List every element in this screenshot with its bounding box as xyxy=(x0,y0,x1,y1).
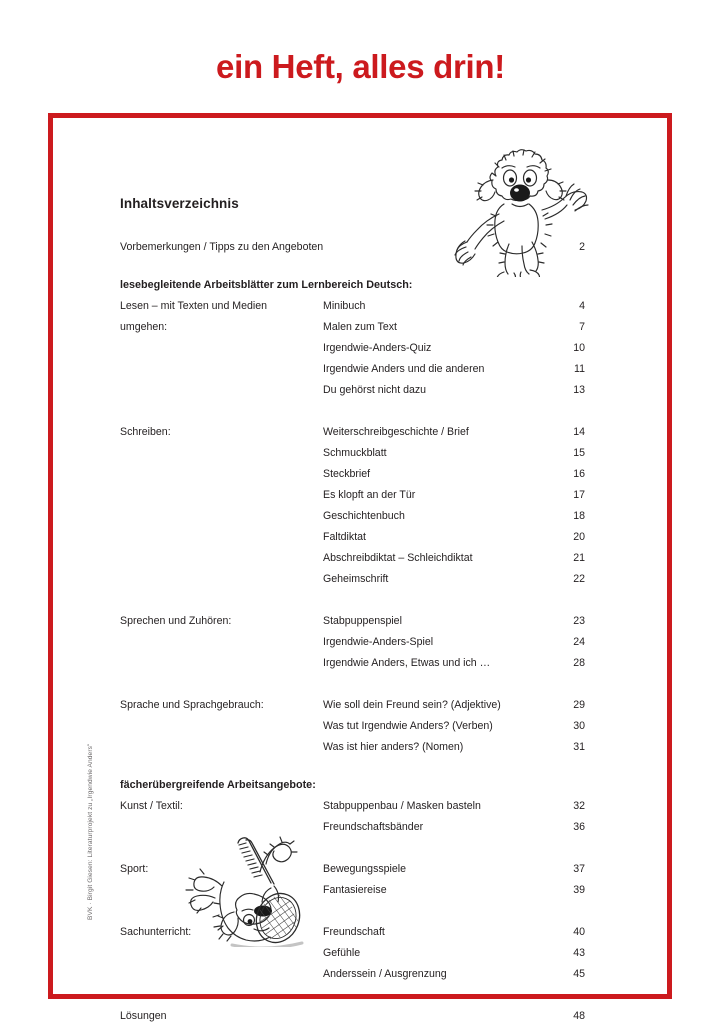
toc-entry-page: 21 xyxy=(573,552,585,564)
toc-entry-title: Weiterschreibgeschichte / Brief xyxy=(323,426,469,438)
toc-row xyxy=(120,485,585,506)
spacer xyxy=(120,838,585,859)
toc-group-label: Schreiben: xyxy=(120,426,171,438)
toc-entry-page: 17 xyxy=(573,489,585,501)
spacer xyxy=(120,758,585,775)
toc-entry-page: 7 xyxy=(579,321,585,333)
toc-entry-title: Irgendwie-Anders-Spiel xyxy=(323,636,434,648)
toc-entry-page: 40 xyxy=(573,926,585,938)
toc-row xyxy=(120,880,585,901)
toc-row xyxy=(120,422,585,443)
spacer xyxy=(120,674,585,695)
toc-entry-title: Vorbemerkungen / Tipps zu den Angeboten xyxy=(120,241,324,253)
toc-group-label: Sprechen und Zuhören: xyxy=(120,615,232,627)
toc-row xyxy=(120,922,585,943)
toc-entry-title: Faltdiktat xyxy=(323,531,366,543)
toc-entry-title: Wie soll dein Freund sein? (Adjektive) xyxy=(323,699,501,711)
toc-row xyxy=(120,317,585,338)
table-of-contents xyxy=(120,196,585,1027)
toc-row xyxy=(120,569,585,590)
toc-row-intro xyxy=(120,237,585,258)
toc-entry-title: Steckbrief xyxy=(323,468,371,480)
toc-entry-title: Bewegungsspiele xyxy=(323,863,407,875)
toc-row xyxy=(120,506,585,527)
publisher-credit xyxy=(86,730,102,920)
toc-row xyxy=(120,611,585,632)
toc-section-heading-deutsch: lesebegleitende Arbeitsblätter zum Lernbereich Deutsch: xyxy=(120,279,413,291)
toc-row xyxy=(120,859,585,880)
toc-entry-title: Fantasiereise xyxy=(323,884,387,896)
toc-entry-page: 24 xyxy=(573,636,585,648)
toc-entry-title: Abschreibdiktat – Schleichdiktat xyxy=(323,552,473,564)
toc-row xyxy=(120,296,585,317)
toc-group-label: Sport: xyxy=(120,863,149,875)
toc-row xyxy=(120,943,585,964)
toc-entry-title: Freundschaftsbänder xyxy=(323,821,424,833)
toc-entry-page: 13 xyxy=(573,384,585,396)
toc-entry-page: 2 xyxy=(579,241,585,253)
toc-entry-page: 31 xyxy=(573,741,585,753)
toc-entry-page: 45 xyxy=(573,968,585,980)
toc-entry-page: 16 xyxy=(573,468,585,480)
toc-entry-page: 36 xyxy=(573,821,585,833)
publisher-credit-text: BVK · Birgit Giesen: Literaturprojekt zu „Irgendwie Anders" xyxy=(87,743,94,920)
toc-entry-page: 39 xyxy=(573,884,585,896)
toc-entry-title: Minibuch xyxy=(323,300,366,312)
toc-entry-title: Malen zum Text xyxy=(323,321,397,333)
toc-row-loesungen xyxy=(120,1006,585,1027)
toc-entry-page: 10 xyxy=(573,342,585,354)
spacer xyxy=(120,590,585,611)
toc-entry-title: Geschichtenbuch xyxy=(323,510,405,522)
toc-row xyxy=(120,817,585,838)
toc-group-label-cont: umgehen: xyxy=(120,321,168,333)
toc-entry-page: 32 xyxy=(573,800,585,812)
toc-row xyxy=(120,632,585,653)
toc-row xyxy=(120,338,585,359)
toc-entry-page: 23 xyxy=(573,615,585,627)
toc-group-label: Lesen – mit Texten und Medien xyxy=(120,300,268,312)
toc-entry-page: 48 xyxy=(573,1010,585,1022)
toc-entry-title: Was tut Irgendwie Anders? (Verben) xyxy=(323,720,493,732)
toc-group-label: Sprache und Sprachgebrauch: xyxy=(120,699,264,711)
toc-entry-title: Irgendwie Anders und die anderen xyxy=(323,363,485,375)
toc-entry-title: Du gehörst nicht dazu xyxy=(323,384,427,396)
toc-entry-page: 20 xyxy=(573,531,585,543)
toc-row xyxy=(120,737,585,758)
toc-entry-page: 28 xyxy=(573,657,585,669)
toc-entry-title: Es klopft an der Tür xyxy=(323,489,416,501)
toc-row xyxy=(120,359,585,380)
toc-entry-title: Schmuckblatt xyxy=(323,447,387,459)
toc-row xyxy=(120,695,585,716)
toc-group-label: Kunst / Textil: xyxy=(120,800,183,812)
spacer xyxy=(120,258,585,275)
toc-entry-title: Was ist hier anders? (Nomen) xyxy=(323,741,464,753)
toc-group-label: Sachunterricht: xyxy=(120,926,192,938)
toc-entry-page: 18 xyxy=(573,510,585,522)
toc-entry-page: 22 xyxy=(573,573,585,585)
toc-entry-page: 4 xyxy=(579,300,585,312)
toc-entry-title: Lösungen xyxy=(120,1010,167,1022)
toc-entry-page: 43 xyxy=(573,947,585,959)
page-title: ein Heft, alles drin! xyxy=(216,48,505,85)
toc-row xyxy=(120,464,585,485)
toc-row xyxy=(120,964,585,985)
spacer xyxy=(120,901,585,922)
toc-heading: Inhaltsverzeichnis xyxy=(120,196,239,211)
toc-row xyxy=(120,653,585,674)
toc-entry-page: 30 xyxy=(573,720,585,732)
toc-row xyxy=(120,380,585,401)
toc-entry-page: 29 xyxy=(573,699,585,711)
toc-row xyxy=(120,443,585,464)
toc-row xyxy=(120,548,585,569)
toc-entry-title: Stabpuppenspiel xyxy=(323,615,402,627)
toc-entry-title: Stabpuppenbau / Masken basteln xyxy=(323,800,481,812)
toc-entry-title: Irgendwie Anders, Etwas und ich … xyxy=(323,657,491,669)
spacer xyxy=(120,401,585,422)
toc-entry-page: 15 xyxy=(573,447,585,459)
toc-row xyxy=(120,527,585,548)
toc-entry-title: Gefühle xyxy=(323,947,361,959)
toc-entry-title: Geheimschrift xyxy=(323,573,389,585)
spacer xyxy=(120,985,585,1006)
toc-section-heading-faecheruebergreifend: fächerübergreifende Arbeitsangebote: xyxy=(120,779,316,791)
toc-row xyxy=(120,796,585,817)
toc-entry-title: Anderssein / Ausgrenzung xyxy=(323,968,447,980)
toc-row xyxy=(120,716,585,737)
toc-entry-title: Freundschaft xyxy=(323,926,385,938)
toc-entry-title: Irgendwie-Anders-Quiz xyxy=(323,342,432,354)
toc-entry-page: 14 xyxy=(573,426,585,438)
toc-entry-page: 11 xyxy=(574,363,585,375)
toc-entry-page: 37 xyxy=(573,863,585,875)
